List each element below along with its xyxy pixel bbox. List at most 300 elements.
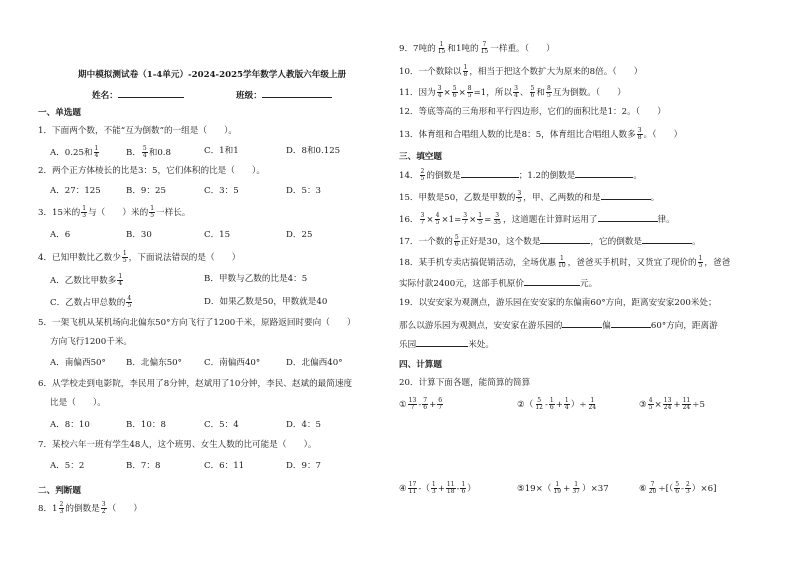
frac-den: 4 bbox=[118, 280, 123, 287]
times-sign: × bbox=[654, 400, 662, 410]
frac-num: 3 bbox=[637, 127, 642, 134]
fraction bbox=[698, 256, 704, 269]
separator: 和 bbox=[536, 88, 545, 98]
section-heading-true-false: 二、判断题 bbox=[38, 486, 81, 496]
q3-option-a[interactable]: A．6 bbox=[50, 230, 71, 240]
q8-text-2: 的倒数是 bbox=[65, 504, 100, 514]
paren: （ bbox=[668, 484, 674, 494]
equals-sign: = bbox=[484, 215, 492, 225]
frac-num: 1 bbox=[122, 250, 127, 257]
q7-option-a[interactable]: A．5：2 bbox=[50, 461, 85, 471]
q5-option-c[interactable]: C．南偏西40° bbox=[204, 358, 261, 368]
q6-option-c[interactable]: C．5：4 bbox=[204, 420, 239, 430]
q11-text-1: 11．因为 bbox=[399, 88, 436, 98]
minus-sign: - bbox=[418, 400, 422, 410]
q16-text-1: 16． bbox=[399, 215, 419, 225]
class-field[interactable] bbox=[236, 88, 332, 102]
frac-den: 6 bbox=[549, 404, 554, 411]
frac-num: 17 bbox=[408, 481, 417, 488]
paren: ） bbox=[581, 484, 591, 494]
minus-sign: - bbox=[418, 484, 422, 494]
q8-text-1: 8．1 bbox=[38, 504, 58, 514]
q1-option-b[interactable] bbox=[126, 146, 171, 159]
frac-den: 6 bbox=[452, 92, 457, 99]
q5-option-a[interactable]: A．南偏西50° bbox=[50, 358, 106, 368]
q8-text-3: （ ） bbox=[107, 504, 142, 514]
fraction bbox=[552, 482, 562, 495]
frac-num: 1 bbox=[590, 397, 595, 404]
fraction bbox=[59, 502, 65, 515]
minus-sign: - bbox=[544, 400, 548, 410]
frac-den: 20 bbox=[648, 488, 657, 495]
separator: 、 bbox=[519, 88, 529, 98]
expression-5 bbox=[517, 482, 609, 495]
frac-den: 5 bbox=[648, 404, 653, 411]
frac-den: 35 bbox=[493, 219, 501, 226]
fraction bbox=[637, 128, 643, 141]
question-19-line-2 bbox=[399, 318, 718, 332]
frac-num: 6 bbox=[438, 397, 443, 404]
question-8 bbox=[38, 502, 142, 515]
plus-sign: + bbox=[429, 400, 437, 410]
q14-text-3: ；1.2的倒数是 bbox=[518, 171, 576, 181]
frac-den: 18 bbox=[446, 488, 455, 495]
frac-num: 5 bbox=[675, 481, 680, 488]
fraction bbox=[462, 213, 468, 226]
frac-num: 5 bbox=[537, 397, 542, 404]
frac-den: 3 bbox=[685, 488, 690, 495]
frac-num: 3 bbox=[437, 85, 442, 92]
q17-text-2: 正好是30，这个数是 bbox=[460, 237, 541, 247]
class-label: 班级： bbox=[236, 91, 262, 101]
frac-num: 1 bbox=[94, 145, 99, 152]
answer-blank[interactable] bbox=[611, 318, 651, 328]
q6-option-b[interactable]: B．10：8 bbox=[126, 420, 166, 430]
answer-blank[interactable] bbox=[575, 168, 633, 178]
q4-option-a-text: A．乙数比甲数多 bbox=[50, 276, 117, 286]
q18-text-3: ，爸爸 bbox=[704, 258, 731, 268]
q2-option-d[interactable]: D．5：3 bbox=[286, 186, 322, 196]
q15-text-2: ，甲、乙两数的和是 bbox=[523, 193, 601, 203]
plus-sign: + bbox=[563, 484, 571, 494]
frac-den: 7 bbox=[438, 404, 443, 411]
number: 5 bbox=[699, 400, 705, 410]
fraction bbox=[513, 86, 519, 99]
fraction bbox=[454, 235, 460, 248]
question-5-line-2: 方向飞行1200千米。 bbox=[50, 337, 133, 347]
fraction bbox=[463, 65, 469, 78]
q5-option-d[interactable]: D．北偏西40° bbox=[286, 358, 343, 368]
q3-text-1: 3．15米的 bbox=[38, 208, 81, 218]
frac-den: 6 bbox=[675, 488, 680, 495]
circled-number: ⑤ bbox=[517, 484, 525, 494]
fraction bbox=[480, 42, 490, 55]
frac-den: 24 bbox=[682, 404, 691, 411]
paren: （ bbox=[421, 484, 430, 494]
frac-den: 5 bbox=[150, 212, 155, 219]
fraction bbox=[516, 191, 522, 204]
frac-den: 37 bbox=[572, 488, 580, 495]
fraction bbox=[437, 398, 443, 411]
answer-blank[interactable] bbox=[598, 212, 658, 222]
times-sign: × bbox=[535, 484, 543, 494]
fraction bbox=[557, 256, 567, 269]
q16-text-3: ，这道题在计算时运用了 bbox=[502, 215, 598, 225]
question-18-line-1 bbox=[399, 256, 730, 269]
question-16 bbox=[399, 212, 675, 226]
fraction bbox=[534, 398, 544, 411]
fraction bbox=[422, 398, 428, 411]
fraction bbox=[571, 482, 581, 495]
number: 19 bbox=[524, 484, 536, 494]
fraction bbox=[685, 482, 691, 495]
paren: （ bbox=[542, 484, 552, 494]
q10-text-1: 10．一个数除以 bbox=[399, 67, 462, 77]
frac-num: 5 bbox=[530, 85, 535, 92]
name-blank[interactable] bbox=[118, 88, 184, 98]
frac-num: 1 bbox=[478, 212, 483, 219]
frac-den: 7 bbox=[420, 219, 425, 226]
question-6-line-2: 比是（ ）。 bbox=[50, 398, 106, 408]
question-2: 2．两个正方体棱长的比是3：5，它们体积的比是（ ）。 bbox=[38, 166, 265, 176]
frac-den: 5 bbox=[546, 92, 551, 99]
fraction bbox=[437, 86, 443, 99]
q17-text-1: 17．一个数的 bbox=[399, 237, 453, 247]
q14-text-2: 的倒数是 bbox=[426, 171, 461, 181]
frac-den: 5 bbox=[478, 219, 483, 226]
question-11 bbox=[399, 86, 626, 99]
frac-den: 5 bbox=[127, 302, 132, 309]
question-6-line-1: 6．从学校走到电影院，李民用了8分钟，赵斌用了10分钟，李民、赵斌的最简速度 bbox=[38, 379, 353, 389]
circled-number: ② bbox=[517, 400, 525, 410]
q2-option-b[interactable]: B．9：25 bbox=[126, 186, 166, 196]
q3-text-2: 与（ ）米的 bbox=[88, 208, 149, 218]
q1-option-b-text: 和0.8 bbox=[148, 148, 172, 158]
q3-option-b[interactable]: B．30 bbox=[126, 230, 152, 240]
plus-sign: + bbox=[437, 484, 445, 494]
fraction bbox=[408, 398, 418, 411]
q17-text-4: 。 bbox=[692, 237, 701, 247]
fraction bbox=[149, 206, 155, 219]
frac-num: 3 bbox=[420, 212, 425, 219]
frac-den: 4 bbox=[564, 404, 569, 411]
question-20: 20．计算下面各题，能简算的简算 bbox=[399, 378, 531, 388]
question-19-line-3 bbox=[399, 337, 494, 351]
q1-option-b-prefix: B． bbox=[126, 148, 141, 158]
q15-text-1: 15．甲数是50，乙数是甲数的 bbox=[399, 193, 516, 203]
frac-num: 1 bbox=[461, 481, 466, 488]
frac-den: 4 bbox=[514, 92, 518, 99]
question-4 bbox=[38, 251, 240, 264]
expression-2 bbox=[517, 398, 598, 411]
question-17 bbox=[399, 234, 701, 248]
q6-option-d[interactable]: D．4：5 bbox=[286, 420, 322, 430]
frac-num: 5 bbox=[454, 234, 459, 241]
fraction bbox=[546, 86, 552, 99]
answer-blank[interactable] bbox=[642, 234, 692, 244]
answer-blank[interactable] bbox=[524, 276, 580, 286]
q3-option-d[interactable]: D．25 bbox=[286, 230, 313, 240]
frac-num: 7 bbox=[482, 41, 487, 48]
bracket: ] bbox=[713, 484, 717, 494]
fraction bbox=[549, 398, 555, 411]
expression-3 bbox=[639, 398, 705, 411]
times-sign: × bbox=[443, 88, 451, 98]
circled-number: ④ bbox=[399, 484, 407, 494]
name-label: 姓名： bbox=[92, 91, 118, 101]
frac-num: 2 bbox=[59, 501, 64, 508]
question-15 bbox=[399, 190, 659, 204]
fraction bbox=[420, 213, 426, 226]
q19-text-4: 乐园 bbox=[399, 340, 417, 350]
fraction bbox=[648, 398, 654, 411]
q9-text-3: 一样重。（ ） bbox=[490, 44, 555, 54]
fraction bbox=[435, 213, 441, 226]
frac-num: 7 bbox=[650, 481, 655, 488]
section-heading-single-choice: 一、单选题 bbox=[38, 108, 81, 118]
expression-4 bbox=[399, 482, 476, 495]
q19-text-2: 偏 bbox=[602, 321, 611, 331]
q11-text-2: =1，所以 bbox=[473, 88, 513, 98]
answer-blank[interactable] bbox=[562, 318, 602, 328]
frac-num: 1 bbox=[559, 255, 564, 262]
question-5-line-1: 5．一架飞机从某机场向北偏东50°方向飞行了1200千米，原路返回时要向（ ） bbox=[38, 318, 356, 328]
times-sign: × bbox=[469, 215, 477, 225]
frac-num: 1 bbox=[555, 481, 560, 488]
frac-num: 7 bbox=[423, 397, 428, 404]
frac-num: 1 bbox=[150, 205, 155, 212]
frac-den: 5 bbox=[517, 197, 522, 204]
times-term: ×37 bbox=[590, 484, 609, 494]
times-term: ×6 bbox=[700, 484, 714, 494]
paren: ） bbox=[467, 484, 476, 494]
q4-option-d[interactable]: D．如果乙数是50，甲数就是40 bbox=[204, 297, 328, 307]
frac-num: 8 bbox=[467, 85, 472, 92]
frac-den: 10 bbox=[558, 262, 566, 269]
fraction bbox=[674, 482, 680, 495]
frac-den: 6 bbox=[461, 488, 466, 495]
paren: ） bbox=[691, 484, 701, 494]
fraction bbox=[682, 398, 692, 411]
class-blank[interactable] bbox=[262, 88, 332, 98]
frac-num: 3 bbox=[517, 190, 522, 197]
fraction bbox=[467, 86, 473, 99]
frac-den: 3 bbox=[431, 488, 436, 495]
fraction bbox=[420, 169, 426, 182]
frac-den: 12 bbox=[535, 404, 543, 411]
fraction bbox=[122, 251, 128, 264]
frac-den: 11 bbox=[408, 488, 417, 495]
frac-num: 4 bbox=[648, 397, 653, 404]
q19-text-5: 米处。 bbox=[468, 340, 494, 350]
frac-den: 8 bbox=[463, 71, 468, 78]
q16-text-2: 1 bbox=[448, 215, 455, 225]
question-3 bbox=[38, 206, 190, 219]
q2-option-a[interactable]: A．27：125 bbox=[50, 186, 101, 196]
q3-text-3: 一样长。 bbox=[156, 208, 191, 218]
frac-den: 15 bbox=[437, 48, 446, 55]
frac-den: 7 bbox=[410, 404, 415, 411]
q2-option-c[interactable]: C．3：5 bbox=[204, 186, 239, 196]
answer-blank[interactable] bbox=[540, 234, 590, 244]
q13-text-2: 。（ ） bbox=[643, 130, 683, 140]
frac-num: 1 bbox=[82, 205, 87, 212]
frac-den: 15 bbox=[480, 48, 489, 55]
section-heading-fill-blank: 三、填空题 bbox=[399, 152, 442, 162]
q5-option-b[interactable]: B．北偏东50° bbox=[126, 358, 182, 368]
q10-text-2: ，相当于把这个数扩大为原来的8倍。（ ） bbox=[469, 67, 643, 77]
frac-den: 4 bbox=[437, 92, 442, 99]
fraction bbox=[94, 146, 100, 159]
times-sign: × bbox=[441, 215, 449, 225]
frac-den: 3 bbox=[59, 508, 64, 515]
fraction bbox=[101, 502, 107, 515]
frac-num: 5 bbox=[142, 145, 147, 152]
question-10 bbox=[399, 65, 642, 78]
fraction bbox=[460, 482, 466, 495]
frac-den: 6 bbox=[530, 92, 535, 99]
question-19-line-1: 19．以安安家为观测点，游乐园在安安家的东偏南60°方向，距离安安家200米处； bbox=[399, 298, 717, 308]
minus-sign: - bbox=[456, 484, 460, 494]
fraction bbox=[477, 213, 483, 226]
q9-text-2: 和1吨的 bbox=[447, 44, 479, 54]
circled-number: ⑥ bbox=[639, 484, 647, 494]
frac-den: 2 bbox=[101, 508, 106, 515]
frac-num: 1 bbox=[118, 273, 123, 280]
expression-6 bbox=[639, 482, 716, 495]
question-12: 12．等底等高的三角形和平行四边形，它们的面积比是1：2。（ ） bbox=[399, 107, 666, 117]
frac-num: 4 bbox=[435, 212, 440, 219]
q4-option-a[interactable] bbox=[50, 274, 124, 287]
question-7: 7．某校六年一班有学生48人，这个班男、女生人数的比可能是（ ）。 bbox=[38, 440, 317, 450]
q11-text-3: 互为倒数。（ ） bbox=[552, 88, 626, 98]
section-heading-calculation: 四、计算题 bbox=[399, 360, 442, 370]
divide-sign: ÷ bbox=[692, 400, 700, 410]
fraction bbox=[492, 213, 502, 226]
frac-num: 11 bbox=[446, 481, 455, 488]
q18-text-1: 18．某手机专卖店搞促销活动，全场优惠 bbox=[399, 258, 557, 268]
answer-blank[interactable] bbox=[416, 337, 468, 347]
frac-den: 5 bbox=[420, 175, 425, 182]
q7-option-d[interactable]: D．9：7 bbox=[286, 461, 322, 471]
frac-num: 13 bbox=[663, 397, 672, 404]
frac-den: 3 bbox=[82, 212, 87, 219]
frac-den: 24 bbox=[663, 404, 672, 411]
fraction bbox=[588, 398, 598, 411]
q1-option-a-text: A．0.25和 bbox=[50, 148, 93, 158]
frac-den: 4 bbox=[94, 152, 99, 159]
frac-num: 3 bbox=[495, 212, 500, 219]
bracket: [ bbox=[665, 484, 669, 494]
q1-option-d[interactable]: D．8和0.125 bbox=[286, 146, 341, 156]
q1-option-a[interactable] bbox=[50, 146, 100, 159]
circled-number: ① bbox=[399, 400, 407, 410]
fraction bbox=[452, 86, 458, 99]
question-13 bbox=[399, 128, 682, 141]
q19-text-3: 60°方向，距离游 bbox=[650, 321, 718, 331]
q4-text-2: ，下面说法错误的是（ ） bbox=[128, 253, 241, 263]
frac-num: 2 bbox=[420, 168, 425, 175]
frac-num: 3 bbox=[101, 501, 106, 508]
q19-text-1: 那么以游乐园为观测点，安安家在游乐园的 bbox=[399, 321, 563, 331]
frac-den: 8 bbox=[637, 134, 642, 141]
q13-text-1: 13．体育组和合唱组人数的比是8：5，体育组比合唱组人数多 bbox=[399, 130, 636, 140]
q17-text-3: ，它的倒数是 bbox=[590, 237, 642, 247]
frac-den: 5 bbox=[122, 257, 127, 264]
right-column bbox=[397, 0, 794, 562]
question-9 bbox=[399, 42, 555, 55]
exam-title: 期中模拟测试卷（1-4单元）-2024-2025学年数学人教版六年级上册 bbox=[78, 70, 347, 80]
frac-num: 1 bbox=[439, 41, 444, 48]
fraction bbox=[663, 398, 673, 411]
answer-blank[interactable] bbox=[601, 190, 651, 200]
name-field[interactable] bbox=[92, 88, 184, 102]
q1-option-c[interactable]: C．1和1 bbox=[204, 146, 239, 156]
expression-1 bbox=[399, 398, 444, 411]
frac-num: 3 bbox=[463, 212, 468, 219]
q18-text-4: 实际付款2400元，这部手机原价 bbox=[399, 279, 524, 289]
fraction bbox=[126, 296, 132, 309]
q15-text-3: 。 bbox=[650, 193, 660, 203]
question-1: 1．下面两个数，不能“互为倒数”的一组是（ ）。 bbox=[38, 126, 238, 136]
q14-text-4: 。 bbox=[633, 171, 642, 181]
times-sign: × bbox=[426, 215, 434, 225]
frac-num: 1 bbox=[574, 481, 579, 488]
frac-num: 11 bbox=[682, 397, 691, 404]
plus-sign: + bbox=[555, 400, 563, 410]
minus-sign: - bbox=[681, 484, 684, 494]
circled-number: ③ bbox=[639, 400, 647, 410]
fraction bbox=[117, 274, 123, 287]
divide-sign: ÷ bbox=[658, 484, 666, 494]
fraction bbox=[564, 398, 570, 411]
paren: ） bbox=[570, 400, 580, 410]
paren: （ bbox=[524, 400, 534, 410]
frac-num: 4 bbox=[127, 295, 132, 302]
frac-den: 5 bbox=[467, 92, 472, 99]
frac-num: 1 bbox=[564, 397, 569, 404]
frac-num: 1 bbox=[463, 64, 468, 71]
q9-text-1: 9．7吨的 bbox=[399, 44, 436, 54]
frac-den: 4 bbox=[142, 152, 147, 159]
q7-option-b[interactable]: B．7：8 bbox=[126, 461, 161, 471]
q4-option-c[interactable] bbox=[50, 296, 133, 309]
question-14 bbox=[399, 168, 642, 182]
frac-den: 24 bbox=[588, 404, 597, 411]
fraction bbox=[81, 206, 87, 219]
q18-text-2: ，爸爸买手机时，又货宜了现价的 bbox=[567, 258, 697, 268]
frac-den: 6 bbox=[423, 404, 428, 411]
fraction bbox=[408, 482, 418, 495]
q3-option-c[interactable]: C．15 bbox=[204, 230, 231, 240]
plus-sign: + bbox=[673, 400, 681, 410]
q4-option-b[interactable]: B．甲数与乙数的比是4：5 bbox=[204, 274, 308, 284]
fraction bbox=[446, 482, 456, 495]
fraction bbox=[648, 482, 658, 495]
frac-num: 1 bbox=[698, 255, 703, 262]
divide-sign: ÷ bbox=[579, 400, 587, 410]
frac-den: 7 bbox=[463, 219, 468, 226]
answer-blank[interactable] bbox=[461, 168, 519, 178]
frac-den: 19 bbox=[553, 488, 562, 495]
fraction bbox=[437, 42, 447, 55]
q6-option-a[interactable]: A．8：10 bbox=[50, 420, 90, 430]
frac-num: 13 bbox=[408, 397, 417, 404]
frac-num: 1 bbox=[431, 481, 436, 488]
q14-text-1: 14． bbox=[399, 171, 419, 181]
q7-option-c[interactable]: C．6：11 bbox=[204, 461, 245, 471]
q18-text-5: 元。 bbox=[580, 279, 598, 289]
